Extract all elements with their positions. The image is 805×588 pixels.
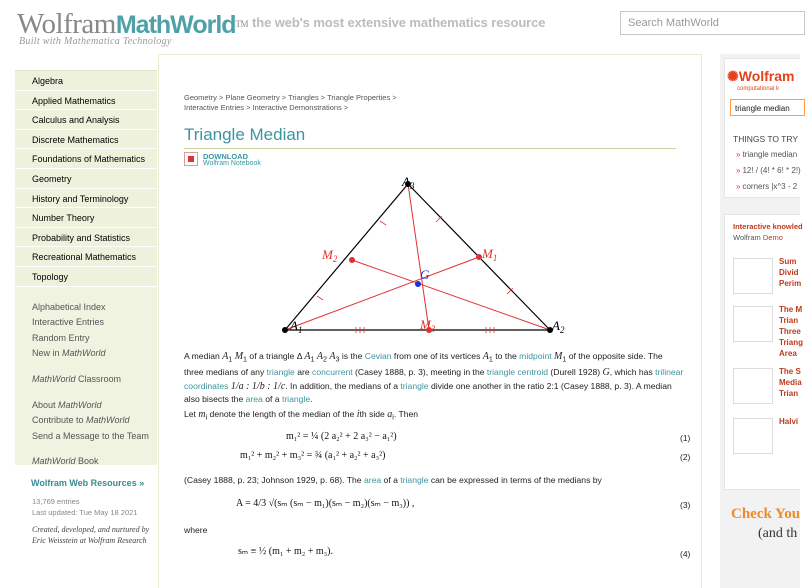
- breadcrumb-triangle-properties[interactable]: Triangle Properties: [327, 93, 391, 102]
- credits: Created, developed, and nurtured by Eric Weisstein at Wolfram Research: [32, 525, 150, 545]
- equation-1-number: (1): [680, 433, 691, 443]
- equation-2-number: (2): [680, 452, 691, 462]
- nav-probability[interactable]: Probability and Statistics: [15, 228, 157, 248]
- equation-3-number: (3): [680, 500, 691, 510]
- interactive-knowledge-heading: Interactive knowled: [733, 222, 803, 231]
- demo-thumbnail[interactable]: [733, 418, 773, 454]
- demo-title-1[interactable]: Sum Divid Perim: [779, 257, 802, 288]
- download-sublabel[interactable]: Wolfram Notebook: [203, 160, 261, 167]
- link-triangle-3[interactable]: triangle: [281, 394, 311, 405]
- breadcrumb: Geometry > Plane Geometry > Triangles > Triangle Properties > Interactive Entries > Interactive Demonstrations >: [184, 93, 397, 112]
- notebook-icon[interactable]: [184, 152, 198, 166]
- demo-title-2[interactable]: The M Trian Three Triang Area: [779, 305, 804, 358]
- link-triangle-2[interactable]: triangle: [400, 380, 429, 391]
- breadcrumb-interactive-entries[interactable]: Interactive Entries: [184, 103, 245, 112]
- equation-3: A = 4/3 √(sₘ (sₘ − m₁)(sₘ − m₂)(sₘ − m₃)) ,: [236, 498, 415, 509]
- link-concurrent[interactable]: concurrent: [312, 367, 353, 378]
- classroom-link[interactable]: MathWorld Classroom: [32, 373, 122, 384]
- label-g: G: [420, 267, 430, 282]
- alphabetical-index-link[interactable]: Alphabetical Index: [32, 301, 106, 312]
- svg-text:M1: $M_1$: [482, 246, 498, 263]
- link-area-2[interactable]: area: [363, 475, 382, 485]
- equation-1: m₁² = ¼ (2 a₂² + 2 a₃² − a₁²): [286, 431, 397, 442]
- web-resources-link[interactable]: Wolfram Web Resources »: [31, 478, 145, 488]
- equation-4-number: (4): [680, 549, 691, 559]
- book-link[interactable]: MathWorld Book: [32, 456, 99, 467]
- equation-4: sₘ ≡ ½ (m₁ + m₂ + m₃).: [238, 546, 333, 557]
- label-a2: A: [552, 318, 560, 333]
- link-triangle-4[interactable]: triangle: [400, 475, 429, 485]
- check-your-answers-ad[interactable]: Check You: [731, 506, 801, 522]
- nav-foundations[interactable]: Foundations of Mathematics: [15, 149, 157, 169]
- link-area[interactable]: area: [245, 394, 263, 405]
- last-updated: Last updated: Tue May 18 2021: [32, 508, 138, 517]
- nav-geometry[interactable]: Geometry: [15, 169, 157, 189]
- demo-thumbnail[interactable]: [733, 258, 773, 294]
- title-divider: [184, 148, 676, 149]
- paragraph-median-length: Let $m_i$ denote the length of the median of the ith side $a_i$. Then: [184, 409, 419, 422]
- page-title: Triangle Median: [184, 125, 306, 144]
- contribute-link[interactable]: Contribute to MathWorld: [32, 415, 130, 426]
- try-item[interactable]: » corners |x^3 - 2: [736, 182, 798, 191]
- nav-calculus-and-analysis[interactable]: Calculus and Analysis: [15, 110, 157, 130]
- svg-text:A1: $A_1$: [290, 318, 303, 335]
- svg-text:M2: $M_2$: [322, 247, 338, 264]
- wolfram-alpha-input[interactable]: triangle median: [730, 99, 805, 116]
- svg-text:M3: $M_3$: [420, 317, 436, 334]
- equation-2: m₁² + m₂² + m₃² = ¾ (a₁² + a₂² + a₃²): [240, 450, 386, 461]
- link-cevian[interactable]: Cevian: [364, 351, 392, 361]
- where-text: where: [184, 525, 208, 535]
- try-item[interactable]: » 12! / (4! * 6! * 2!): [736, 166, 801, 175]
- link-triangle-centroid[interactable]: triangle centroid: [486, 367, 549, 378]
- paragraph-definition: A median $A_1$ $M_1$ of a triangle Δ $A_1$ $A_2$ $A_3$ is the Cevian from one of its vertices $A_1$ to the midpoint $M_1$ of the opposite side. The three medians of any triangle are concurrent (Casey 1888, p. 3), meeting in the triangle centroid (Durell 1928) G, which has trilinear coordinates 1/a : 1/b : 1/c. In addition, the medians of a triangle divide one another in the ratio 2:1 (Casey 1888, p. 3). A median also bisects the area of a triangle.: [184, 351, 684, 405]
- demo-thumbnail[interactable]: [733, 368, 773, 404]
- breadcrumb-interactive-demonstrations[interactable]: Interactive Demonstrations: [252, 103, 342, 112]
- subbrand: Built with Mathematica Technology: [19, 36, 172, 47]
- label-a3: A: [402, 174, 410, 189]
- header: [0, 0, 800, 52]
- nav-algebra[interactable]: Algebra: [15, 71, 157, 91]
- sidebar: [15, 70, 157, 465]
- nav-topology[interactable]: Topology: [15, 267, 157, 287]
- label-m3: M: [420, 317, 431, 332]
- link-trilinear-coordinates[interactable]: trilinear coordinates: [184, 367, 684, 391]
- tagline: the web's most extensive mathematics resource: [252, 15, 546, 30]
- send-message-link[interactable]: Send a Message to the Team: [32, 430, 149, 441]
- label-m2: M: [322, 247, 333, 262]
- check-your-answers-sub: (and th: [758, 526, 798, 541]
- svg-text:A2: $A_2$: [552, 318, 565, 335]
- triangle-median-figure: [280, 172, 580, 340]
- paragraph-area: (Casey 1888, p. 23; Johnson 1929, p. 68). The area of a triangle can be expressed in terms of the medians by: [184, 475, 602, 485]
- wolfram-alpha-logo[interactable]: ✺Wolfram: [727, 68, 795, 84]
- mathworld-logo[interactable]: WolframMathWorld™: [17, 8, 249, 40]
- demo-thumbnail[interactable]: [733, 306, 773, 342]
- nav-history[interactable]: History and Terminology: [15, 189, 157, 209]
- nav-recreational[interactable]: Recreational Mathematics: [15, 247, 157, 267]
- about-link[interactable]: About MathWorld: [32, 399, 102, 410]
- breadcrumb-geometry[interactable]: Geometry: [184, 93, 217, 102]
- label-m1: M: [482, 246, 493, 261]
- demo-title-4[interactable]: Halvi: [779, 417, 799, 426]
- wolfram-alpha-subtitle: computational k: [737, 86, 780, 92]
- label-a1: A: [290, 318, 298, 333]
- nav-number-theory[interactable]: Number Theory: [15, 208, 157, 228]
- svg-text:A3: $A_3$: [402, 174, 415, 191]
- wolfram-demonstrations-link[interactable]: Wolfram Demo: [733, 233, 783, 242]
- breadcrumb-triangles[interactable]: Triangles: [288, 93, 319, 102]
- link-midpoint[interactable]: midpoint: [519, 351, 552, 361]
- nav-applied-mathematics[interactable]: Applied Mathematics: [15, 91, 157, 111]
- things-to-try-heading: THINGS TO TRY: [733, 134, 799, 144]
- new-in-mathworld-link[interactable]: New in MathWorld: [32, 348, 106, 359]
- random-entry-link[interactable]: Random Entry: [32, 332, 90, 343]
- search-input[interactable]: Search MathWorld: [620, 11, 805, 35]
- entry-count: 13,769 entries: [32, 497, 80, 506]
- nav-discrete-mathematics[interactable]: Discrete Mathematics: [15, 130, 157, 150]
- try-item[interactable]: » triangle median: [736, 150, 798, 159]
- download-link[interactable]: DOWNLOAD: [203, 152, 248, 161]
- breadcrumb-plane-geometry[interactable]: Plane Geometry: [225, 93, 280, 102]
- link-triangle[interactable]: triangle: [266, 367, 295, 378]
- demo-title-3[interactable]: The S Media Trian: [779, 367, 802, 398]
- interactive-entries-link[interactable]: Interactive Entries: [32, 317, 105, 328]
